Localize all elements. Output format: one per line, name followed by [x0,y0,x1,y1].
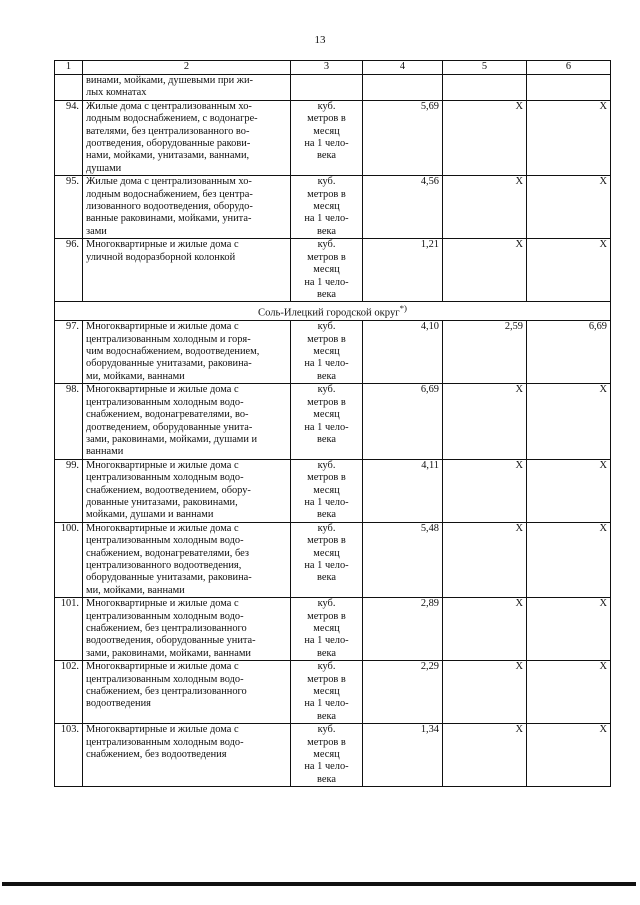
row-value-col4: 5,48 [363,522,443,597]
row-value-col6: Х [527,724,611,787]
row-description [83,384,291,459]
row-description-line: централизованным холодным водо- [86,396,244,408]
row-description-line: снабжением, водонагревателями, во- [86,409,249,421]
row-value-col5: Х [443,522,527,597]
row-description [83,724,291,787]
row-number: 103. [55,724,83,787]
row-description-line: лизованного водоотведения, оборудо- [86,201,253,213]
row-description-line: лых комнатах [86,87,147,99]
row-description [83,239,291,302]
section-row [55,302,611,321]
row-number [55,75,83,101]
row-unit-line: месяц [313,125,340,137]
row-description-line: Жилые дома с централизованным хо- [86,100,252,112]
table-row [55,724,611,787]
row-description [83,522,291,597]
row-description-line: оборудованные унитазами, раковина- [86,358,252,370]
table-row [55,75,611,101]
row-unit [291,239,363,302]
row-unit [291,661,363,724]
table-row [55,522,611,597]
row-description-line: Многоквартирные и жилые дома с [86,239,239,251]
row-description-line: водоотведения, оборудованные унита- [86,635,256,647]
row-description-line: централизованным холодным водо- [86,535,244,547]
row-description-line: снабжением, без централизованного [86,686,247,698]
row-unit-line: месяц [313,547,340,559]
row-description-line: лодным водоснабжением, без центра- [86,188,253,200]
row-description-line: дованные унитазами, раковинами, [86,496,238,508]
row-value-col4: 4,56 [363,176,443,239]
row-description [83,100,291,175]
row-value-col4: 1,21 [363,239,443,302]
row-description [83,598,291,661]
row-description-line: зами [86,225,107,237]
table-row [55,321,611,384]
row-description [83,176,291,239]
section-title [55,302,611,321]
row-value-col5: Х [443,239,527,302]
row-unit-line: на 1 чело- [304,559,349,571]
row-unit-line: на 1 чело- [304,761,349,773]
row-description-line: Жилые дома с централизованным хо- [86,176,252,188]
row-value-col4: 4,10 [363,321,443,384]
row-value-col5: Х [443,384,527,459]
row-unit [291,75,363,101]
row-description-line: централизованного водоотведения, [86,559,242,571]
row-unit-line: на 1 чело- [304,213,349,225]
row-unit-line: метров в [307,535,346,547]
page-number: 13 [314,34,326,46]
row-value-col5: Х [443,459,527,522]
row-unit-line: на 1 чело- [304,358,349,370]
row-unit-line: куб. [317,598,336,610]
row-description-line: водоотведения [86,698,151,710]
row-description-line: вателями, без централизованного во- [86,125,250,137]
row-unit-line: месяц [313,749,340,761]
row-unit [291,724,363,787]
row-description-line: зами, раковинами, мойками, душами и [86,433,258,445]
row-description-line: нами, мойками, унитазами, ваннами, [86,150,250,162]
table-body-bottom [55,321,611,787]
column-header: 5 [443,61,527,75]
row-unit-line: на 1 чело- [304,138,349,150]
row-description-line: зами, раковинами, мойками, ваннами [86,647,251,659]
row-unit-line: века [317,647,336,659]
row-description-line: доотведения, оборудованные ракови- [86,138,251,150]
row-description-line: душами [86,162,122,174]
row-description-line: Многоквартирные и жилые дома с [86,522,239,534]
column-header-row [55,61,611,75]
table-row [55,100,611,175]
row-unit-line: куб. [317,384,336,396]
column-header: 2 [83,61,291,75]
row-unit-line: куб. [317,100,336,112]
row-unit-line: месяц [313,201,340,213]
row-unit-line: века [317,288,336,300]
row-description-line: снабжением, водонагревателями, без [86,547,249,559]
row-description-line: централизованным холодным водо- [86,610,244,622]
row-unit-line: века [317,773,336,785]
row-value-col6: Х [527,176,611,239]
row-value-col6: Х [527,100,611,175]
row-unit-line: метров в [307,396,346,408]
row-description-line: доотведением, оборудованные унита- [86,421,253,433]
column-header: 4 [363,61,443,75]
row-value-col4: 5,69 [363,100,443,175]
consumption-norms-table [54,60,611,787]
row-unit [291,598,363,661]
row-unit [291,321,363,384]
row-unit [291,522,363,597]
row-unit-line: месяц [313,623,340,634]
row-number: 101. [55,598,83,661]
column-header: 1 [55,61,83,75]
row-unit-line: на 1 чело- [304,276,349,288]
row-unit-line: куб. [317,661,336,673]
row-description-line: Многоквартирные и жилые дома с [86,661,239,673]
row-unit-line: века [317,710,336,722]
row-unit-line: века [317,433,336,445]
row-unit [291,384,363,459]
row-value-col6: Х [527,522,611,597]
row-description-line: централизованным холодным и горя- [86,333,251,345]
section-header-group [55,302,611,321]
row-value-col5: 2,59 [443,321,527,384]
row-description-line: винами, мойками, душевыми при жи- [86,75,253,86]
row-value-col4: 2,29 [363,661,443,724]
row-unit [291,459,363,522]
row-value-col6: Х [527,661,611,724]
row-unit-line: месяц [313,484,340,496]
row-value-col5: Х [443,176,527,239]
row-unit-line: месяц [313,686,340,698]
row-unit-line: на 1 чело- [304,421,349,433]
row-number: 94. [55,100,83,175]
table-row [55,661,611,724]
table-row [55,598,611,661]
row-value-col5 [443,75,527,101]
row-unit-line: куб. [317,239,336,251]
row-unit-line: куб. [317,724,336,736]
row-description-line: лодным водоснабжением, с водонагре- [86,113,258,125]
row-value-col4 [363,75,443,101]
row-description-line: Многоквартирные и жилые дома с [86,724,239,736]
row-unit-line: метров в [307,113,346,125]
row-unit-line: века [317,572,336,584]
row-number: 98. [55,384,83,459]
row-value-col6 [527,75,611,101]
row-unit [291,100,363,175]
row-description-line: централизованным холодным водо- [86,673,244,685]
row-unit-line: метров в [307,736,346,748]
bottom-rule [2,882,636,886]
row-number: 95. [55,176,83,239]
row-description-line: централизованным холодным водо- [86,736,244,748]
section-title-text: Соль-Илецкий городской округ [258,307,400,319]
row-number: 97. [55,321,83,384]
row-value-col4: 4,11 [363,459,443,522]
row-description-line: Многоквартирные и жилые дома с [86,321,239,333]
row-unit [291,176,363,239]
row-value-col5: Х [443,724,527,787]
column-header: 6 [527,61,611,75]
row-number: 96. [55,239,83,302]
row-number: 102. [55,661,83,724]
row-unit-line: века [317,509,336,521]
row-number: 100. [55,522,83,597]
row-unit-line: куб. [317,522,336,534]
row-unit-line: куб. [317,176,336,188]
row-value-col6: 6,69 [527,321,611,384]
row-unit-line: на 1 чело- [304,635,349,647]
row-description [83,75,291,101]
row-description-line: ми, мойками, ваннами [86,370,185,382]
row-description-line: ванные раковинами, мойками, унита- [86,213,252,225]
row-unit-line: месяц [313,346,340,358]
row-unit-line: века [317,150,336,162]
table-row [55,384,611,459]
row-unit-line: метров в [307,472,346,484]
row-description-line: оборудованные унитазами, раковина- [86,572,252,584]
row-unit-line: месяц [313,409,340,421]
table-body-top [55,75,611,302]
row-description-line: мойками, душами и ваннами [86,509,214,521]
row-unit-line: метров в [307,188,346,200]
row-value-col6: Х [527,384,611,459]
row-unit-line: метров в [307,610,346,622]
row-unit-line: метров в [307,673,346,685]
row-description-line: снабжением, без централизованного [86,623,247,634]
row-unit-line: куб. [317,321,336,333]
row-value-col5: Х [443,661,527,724]
row-description [83,661,291,724]
footnote-mark: *) [399,303,407,314]
row-value-col4: 2,89 [363,598,443,661]
row-unit-line: метров в [307,333,346,345]
row-unit-line: куб. [317,459,336,471]
row-unit-line: месяц [313,264,340,276]
row-value-col4: 1,34 [363,724,443,787]
row-description-line: чим водоснабжением, водоотведением, [86,346,260,358]
table-row [55,459,611,522]
table-row [55,176,611,239]
row-description-line: снабжением, без водоотведения [86,749,227,761]
row-description-line: Многоквартирные и жилые дома с [86,598,239,610]
row-value-col6: Х [527,598,611,661]
row-description [83,321,291,384]
row-description-line: Многоквартирные и жилые дома с [86,459,239,471]
row-description-line: ваннами [86,446,124,458]
row-unit-line: на 1 чело- [304,698,349,710]
row-value-col6: Х [527,459,611,522]
row-unit-line: века [317,225,336,237]
row-unit-line: на 1 чело- [304,496,349,508]
row-description-line: ми, мойками, ваннами [86,584,185,596]
row-number: 99. [55,459,83,522]
row-value-col6: Х [527,239,611,302]
row-description-line: снабжением, водоотведением, обору- [86,484,251,496]
row-unit-line: века [317,370,336,382]
row-unit-line: метров в [307,251,346,263]
row-value-col5: Х [443,100,527,175]
column-header: 3 [291,61,363,75]
row-value-col4: 6,69 [363,384,443,459]
row-description-line: централизованным холодным водо- [86,472,244,484]
row-value-col5: Х [443,598,527,661]
row-description-line: уличной водоразборной колонкой [86,251,236,263]
row-description [83,459,291,522]
row-description-line: Многоквартирные и жилые дома с [86,384,239,396]
table-row [55,239,611,302]
